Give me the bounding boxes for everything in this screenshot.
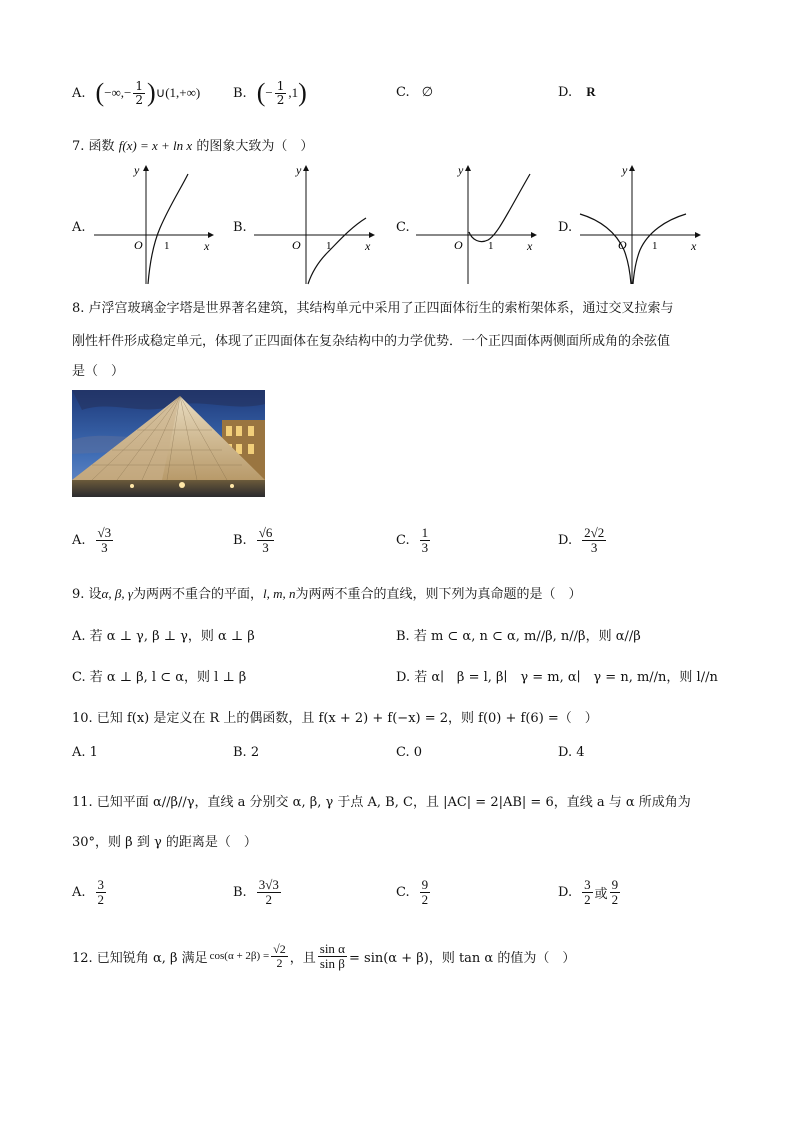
q6-d-value: R [586, 84, 596, 99]
q11-c-label: C. [396, 884, 410, 900]
q8-line-2: 刚性杆件形成稳定单元，体现了正四面体在复杂结构中的力学优势．一个正四面体两侧面所成角的余弦值 [72, 334, 671, 349]
q6-a-rparen: ) [147, 78, 156, 107]
q6-b-rparen: ) [298, 78, 307, 107]
q6-b-neg: − [265, 85, 273, 100]
q10-option-d: D. 4 [558, 745, 585, 760]
q7-graph-d [576, 160, 706, 288]
q6-c-value: ∅ [421, 84, 434, 99]
q8-option-c [396, 520, 432, 560]
q9-stem-c: 为两两不重合的直线，则下列为真命题的是（ ） [295, 587, 582, 602]
q7-c-one: 1 [488, 240, 494, 252]
q7-func-name: f [118, 138, 123, 153]
q11-d-fraction-1: $\frac{3}{2}$ [584, 876, 591, 907]
q6-a-union: ∪(1,+∞) [155, 85, 201, 100]
q7-d-y-label: y [622, 163, 628, 177]
q8-a-label: A. [72, 532, 86, 548]
q12-cos-expr: cos(α + 2β) = [209, 950, 270, 962]
q8-d-fraction: $\frac{2√2}{3}$ [584, 524, 605, 555]
q7-graph-c-label: C. [396, 220, 410, 235]
q11-d-or: 或 [594, 886, 608, 902]
q7-number: 7. 函数 [72, 139, 115, 154]
q7-func-arg: (x) = x + ln x [122, 138, 193, 153]
q11-option-a [72, 872, 108, 912]
q11-a-fraction: $\frac{3}{2}$ [97, 876, 105, 907]
q8-line-3: 是（ ） [72, 364, 125, 379]
q6-option-a [72, 76, 200, 110]
q10-stem: 10. 已知 f(x) 是定义在 R 上的偶函数，且 f(x + 2) + f(−x) = 2，则 f(0) + f(6) =（ ） [72, 711, 598, 726]
q11-c-fraction: $\frac{9}{2}$ [421, 876, 429, 907]
q9-vars-planes: α, β, γ [101, 586, 133, 601]
q10-option-b: B. 2 [233, 745, 260, 760]
q10-option-a: A. 1 [72, 745, 98, 760]
q7-c-x-label: x [527, 239, 533, 253]
q12-mid: ，且 [289, 950, 316, 966]
q6-option-b [233, 76, 307, 110]
q11-d-fraction-2: $\frac{9}{2}$ [611, 876, 619, 907]
q8-c-label: C. [396, 532, 410, 548]
q7-a-y-label: y [134, 163, 140, 177]
q7-c-origin: O [454, 238, 463, 252]
q7-graph-b [250, 160, 380, 288]
q6-b-fraction: $\frac{1}{2}$ [276, 78, 285, 107]
q9-vars-lines: l, m, n [262, 586, 296, 601]
q8-option-b [233, 520, 276, 560]
q6-b-end: ,1 [288, 85, 299, 100]
q7-c-y-label: y [458, 163, 464, 177]
q9-stem-b: 为两两不重合的平面， [132, 587, 263, 602]
q7-graph-a [88, 160, 218, 288]
q7-graph-d-label: D. [558, 220, 573, 235]
q7-b-x-label: x [365, 239, 371, 253]
q7-d-one: 1 [652, 240, 658, 252]
q8-c-fraction: $\frac{1}{3}$ [421, 524, 429, 555]
q9-stem [72, 583, 582, 602]
q9-option-d: D. 若 α∣ β = l, β∣ γ = m, α∣ γ = n, m//n，则 l//n [396, 670, 718, 685]
q6-d-label: D. [558, 85, 573, 100]
q8-option-a [72, 520, 115, 560]
q7-graph-c [412, 160, 542, 288]
q7-b-one: 1 [326, 240, 332, 252]
q11-d-label: D. [558, 884, 573, 900]
q7-b-y-label: y [296, 163, 302, 177]
q8-b-fraction: $\frac{√6}{3}$ [258, 524, 273, 555]
q10-option-c: C. 0 [396, 745, 423, 760]
q11-b-label: B. [233, 884, 247, 900]
q7-a-one: 1 [164, 240, 170, 252]
q7-d-x-label: x [691, 239, 697, 253]
q7-graph-a-label: A. [72, 220, 86, 235]
q11-option-b [233, 872, 283, 912]
q8-option-d [558, 520, 608, 560]
q6-a-lparen: ( [95, 78, 105, 107]
q11-option-d [558, 872, 622, 912]
q8-d-label: D. [558, 532, 573, 548]
q9-option-c: C. 若 α ⊥ β, l ⊂ α，则 l ⊥ β [72, 670, 247, 685]
q6-b-lparen: ( [256, 78, 266, 107]
q12-prefix: 12. 已知锐角 α, β 满足 [72, 950, 208, 966]
q12-stem [72, 936, 575, 976]
q6-option-d [558, 84, 596, 100]
q7-a-x-label: x [204, 239, 210, 253]
q9-option-b: B. 若 m ⊂ α, n ⊂ α, m//β, n//β，则 α//β [396, 629, 641, 644]
q6-a-label: A. [72, 85, 86, 101]
q11-line-2: 30°，则 β 到 γ 的距离是（ ） [72, 835, 257, 850]
q7-d-origin: O [618, 238, 627, 252]
q6-c-label: C. [396, 85, 410, 100]
q9-option-a: A. 若 α ⊥ γ, β ⊥ γ，则 α ⊥ β [72, 629, 255, 644]
q12-cos-fraction: $\frac{√2}{2}$ [273, 941, 286, 970]
louvre-pyramid-photo [72, 390, 265, 497]
q6-option-c [396, 84, 433, 100]
q7-b-origin: O [292, 238, 301, 252]
q6-a-fraction: $\frac{1}{2}$ [135, 78, 144, 107]
q7-stem [72, 135, 313, 154]
q9-stem-a: 9. 设 [72, 587, 102, 602]
q8-b-label: B. [233, 532, 247, 548]
q11-option-c [396, 872, 432, 912]
q7-graph-b-label: B. [233, 220, 247, 235]
q8-line-1: 8. 卢浮宫玻璃金字塔是世界著名建筑，其结构单元中采用了正四面体衍生的索桁架体系，通过交叉拉索与 [72, 301, 674, 316]
q6-b-label: B. [233, 85, 247, 101]
q11-b-fraction: $\frac{3√3}{2}$ [258, 876, 279, 907]
q12-sin-fraction: $\frac{\text{sin α}}{\text{sin β}}$ [319, 940, 345, 971]
q11-a-label: A. [72, 884, 86, 900]
q6-a-neg-inf: −∞,− [104, 85, 132, 100]
q8-a-fraction: $\frac{√3}{3}$ [97, 524, 112, 555]
q7-suffix: 的图象大致为（ ） [196, 139, 314, 154]
q11-line-1: 11. 已知平面 α//β//γ，直线 a 分别交 α, β, γ 于点 A, B, C，且 |AC| = 2|AB| = 6，直线 a 与 α 所成角为 [72, 795, 691, 810]
q7-a-origin: O [134, 238, 143, 252]
q12-rhs: = sin(α + β)，则 tan α 的值为（ ） [349, 950, 576, 966]
